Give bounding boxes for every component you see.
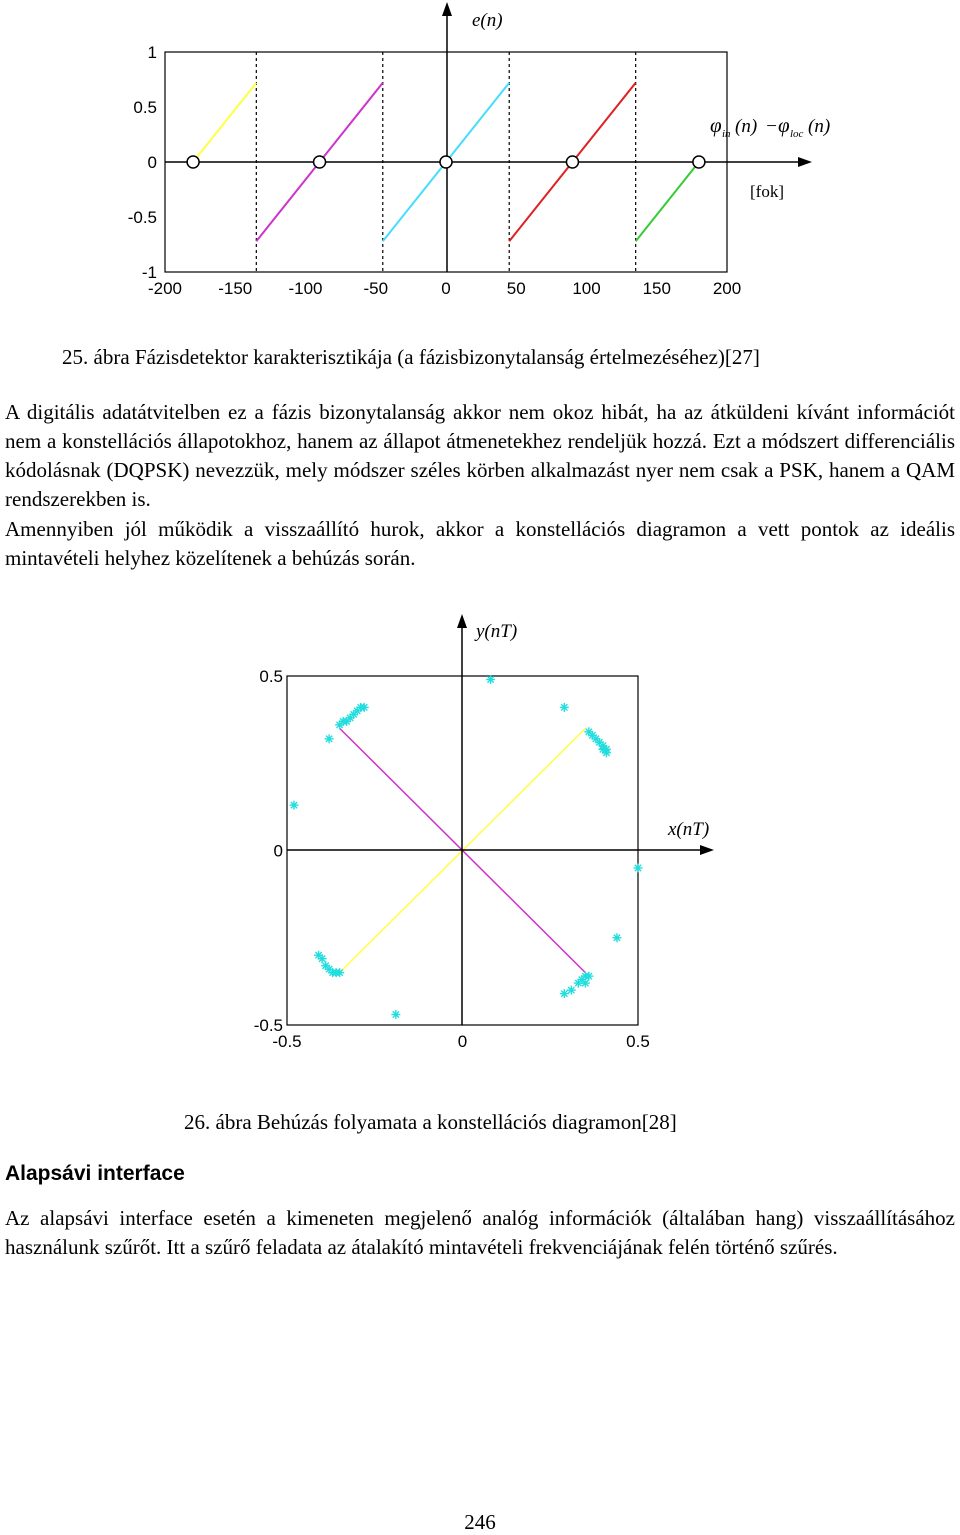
zero-crossing-marker: [314, 156, 326, 168]
y-tick-label: -1: [141, 263, 157, 282]
x-axis-arrowhead: [798, 157, 812, 167]
x-tick-label: 200: [712, 279, 742, 298]
series-line-green: [636, 162, 699, 241]
x-tick-label: 50: [506, 279, 526, 298]
tick-labels: [128, 43, 741, 298]
figure-26-caption: 26. ábra Behúzás folyamata a konstellációs diagramon[28]: [184, 1110, 677, 1134]
zero-crossing-marker: [187, 156, 199, 168]
page-number: 246: [464, 1510, 496, 1534]
x-tick-label: -150: [218, 279, 253, 298]
tick-labels: [254, 667, 650, 1051]
x-tick-label: -200: [147, 279, 183, 298]
zero-crossing-marker: [693, 156, 705, 168]
series-line-yellow: [193, 83, 256, 162]
x-tick-label: -0.5: [272, 1032, 302, 1051]
constellation-chart: [0, 600, 960, 1080]
y-tick-label: -0.5: [253, 1016, 283, 1035]
y-tick-label: 0.5: [259, 667, 283, 686]
y-axis-title: e(n): [472, 10, 503, 31]
x-axis-title: x(nT): [668, 819, 710, 840]
y-axis-title: y(nT): [476, 621, 518, 642]
zero-crossing-marker: [566, 156, 578, 168]
y-tick-label: 0: [273, 841, 283, 861]
paragraph-dqpsk: A digitális adatátvitelben ez a fázis bizonytalanság akkor nem okoz hibát, ha az átküldeni kívánt információt nem a konstellációs állapotokhoz, hanem az állapot átmenetekhez rendeljük hozzá. Ezt a módszert differenciális kódolásnak (DQPSK) nevezzük, mely módszer széles körben alkalmazást nyer nem csak a PSK, hanem a QAM rendszerekben is.: [5, 400, 955, 511]
y-axis-arrowhead: [457, 614, 467, 628]
section-heading: Alapsávi interface: [5, 1162, 185, 1185]
x-tick-label: 100: [572, 279, 601, 298]
sample-point-marker: [325, 734, 334, 743]
x-tick-label: 150: [642, 279, 671, 298]
y-axis-arrowhead: [442, 2, 452, 16]
y-tick-label: 1: [147, 43, 157, 62]
x-tick-label: 0: [457, 1032, 468, 1051]
svg-text:φ: φ: [778, 113, 790, 137]
svg-text:−: −: [765, 116, 778, 137]
x-tick-label: -50: [363, 279, 389, 298]
svg-text:(n): (n): [735, 116, 758, 137]
x-axis-arrowhead: [700, 845, 714, 855]
sample-point-marker: [634, 863, 643, 872]
y-tick-label: 0.5: [133, 98, 157, 117]
sample-point-marker: [612, 933, 621, 942]
y-tick-label: 0: [147, 153, 157, 172]
sample-point-marker: [567, 986, 576, 995]
paragraph-recovery-loop: Amennyiben jól működik a visszaállító hurok, akkor a konstellációs diagramon a vett pontok az ideális mintavételi helyhez közelítenek a behúzás során.: [5, 517, 955, 570]
svg-text:in: in: [722, 128, 731, 140]
phase-detector-chart: [0, 0, 960, 310]
sample-point-marker: [391, 1010, 400, 1019]
x-axis-title: [710, 113, 830, 140]
x-tick-label: 0.5: [626, 1032, 650, 1051]
sample-point-marker: [290, 801, 299, 810]
svg-text:(n): (n): [808, 116, 831, 137]
paragraph-baseband: Az alapsávi interface esetén a kimeneten megjelenő analóg információk (általában hang) visszaállításához használunk szűrőt. Itt a szűrő feladata az átalakító mintavételi frekvenciájának felén történő szűrés.: [5, 1206, 955, 1259]
sample-point-marker: [560, 703, 569, 712]
x-tick-label: 0: [441, 279, 451, 298]
zero-crossing-marker: [440, 156, 452, 168]
figure-25-caption: 25. ábra Fázisdetektor karakterisztikája (a fázisbizonytalanság értelmezéséhez)[27]: [62, 345, 760, 369]
svg-text:loc: loc: [790, 128, 804, 140]
y-tick-label: -0.5: [127, 208, 157, 227]
svg-text:φ: φ: [710, 113, 722, 137]
x-axis-unit: [fok]: [750, 182, 784, 201]
x-tick-label: -100: [288, 279, 323, 298]
